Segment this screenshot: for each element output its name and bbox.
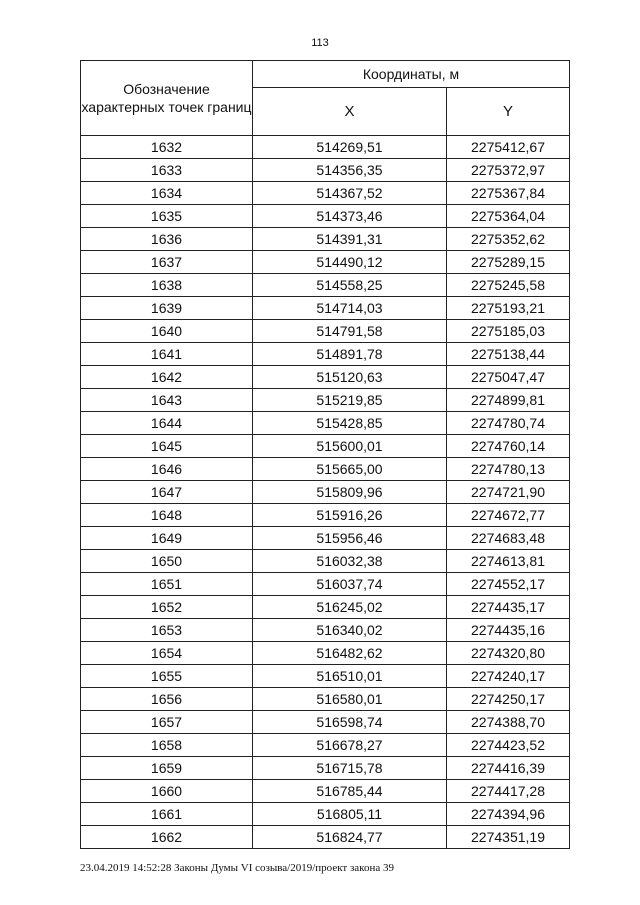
table-row	[81, 504, 570, 527]
table-row	[81, 803, 570, 826]
table-row	[81, 274, 570, 297]
point-number-cell: 1658	[81, 734, 253, 757]
x-coordinate-cell: 514558,25	[253, 274, 447, 297]
x-coordinate-cell: 515916,26	[253, 504, 447, 527]
y-coordinate-cell: 2275367,84	[447, 182, 570, 205]
x-coordinate-cell: 516245,02	[253, 596, 447, 619]
table-row	[81, 251, 570, 274]
y-coordinate-cell: 2275047,47	[447, 366, 570, 389]
x-coordinate-cell: 516580,01	[253, 688, 447, 711]
x-coordinate-cell: 514356,35	[253, 159, 447, 182]
y-coordinate-cell: 2274435,17	[447, 596, 570, 619]
table-row	[81, 826, 570, 849]
table-row	[81, 297, 570, 320]
table-row	[81, 435, 570, 458]
point-number-cell: 1659	[81, 757, 253, 780]
table-row	[81, 734, 570, 757]
point-number-cell: 1662	[81, 826, 253, 849]
coordinates-table	[80, 60, 570, 849]
point-number-cell: 1655	[81, 665, 253, 688]
y-coordinate-cell: 2275138,44	[447, 343, 570, 366]
x-coordinate-cell: 515600,01	[253, 435, 447, 458]
x-coordinate-cell: 516785,44	[253, 780, 447, 803]
x-coordinate-cell: 514269,51	[253, 136, 447, 159]
table-row	[81, 573, 570, 596]
table-row	[81, 481, 570, 504]
table-row	[81, 458, 570, 481]
x-coordinate-cell: 514791,58	[253, 320, 447, 343]
point-number-cell: 1646	[81, 458, 253, 481]
point-number-cell: 1640	[81, 320, 253, 343]
y-coordinate-cell: 2274435,16	[447, 619, 570, 642]
point-number-cell: 1643	[81, 389, 253, 412]
y-coordinate-cell: 2274250,17	[447, 688, 570, 711]
table-row	[81, 642, 570, 665]
y-coordinate-cell: 2274423,52	[447, 734, 570, 757]
y-coordinate-cell: 2275245,58	[447, 274, 570, 297]
table-row	[81, 366, 570, 389]
point-number-cell: 1647	[81, 481, 253, 504]
y-coordinate-cell: 2274613,81	[447, 550, 570, 573]
x-coordinate-cell: 516340,02	[253, 619, 447, 642]
x-coordinate-cell: 515809,96	[253, 481, 447, 504]
table-row	[81, 550, 570, 573]
y-coordinate-cell: 2275372,97	[447, 159, 570, 182]
point-number-cell: 1648	[81, 504, 253, 527]
x-coordinate-cell: 514490,12	[253, 251, 447, 274]
point-number-cell: 1645	[81, 435, 253, 458]
y-coordinate-cell: 2274721,90	[447, 481, 570, 504]
y-coordinate-cell: 2275185,03	[447, 320, 570, 343]
table-row	[81, 780, 570, 803]
y-coordinate-cell: 2274683,48	[447, 527, 570, 550]
footer-stamp: 23.04.2019 14:52:28 Законы Думы VI созыва/2019/проект закона 39	[80, 862, 394, 874]
y-coordinate-cell: 2274416,39	[447, 757, 570, 780]
table-row	[81, 159, 570, 182]
x-coordinate-cell: 515120,63	[253, 366, 447, 389]
y-coordinate-cell: 2275412,67	[447, 136, 570, 159]
header-x: X	[253, 88, 447, 136]
y-coordinate-cell: 2274417,28	[447, 780, 570, 803]
header-point-designation: Обозначение характерных точек границ	[81, 61, 253, 136]
table-row	[81, 757, 570, 780]
table-row	[81, 136, 570, 159]
point-number-cell: 1632	[81, 136, 253, 159]
x-coordinate-cell: 515219,85	[253, 389, 447, 412]
point-number-cell: 1653	[81, 619, 253, 642]
y-coordinate-cell: 2274320,80	[447, 642, 570, 665]
point-number-cell: 1641	[81, 343, 253, 366]
point-number-cell: 1634	[81, 182, 253, 205]
table-row	[81, 320, 570, 343]
x-coordinate-cell: 514714,03	[253, 297, 447, 320]
point-number-cell: 1661	[81, 803, 253, 826]
y-coordinate-cell: 2275193,21	[447, 297, 570, 320]
point-number-cell: 1652	[81, 596, 253, 619]
y-coordinate-cell: 2274552,17	[447, 573, 570, 596]
table-row	[81, 343, 570, 366]
point-number-cell: 1638	[81, 274, 253, 297]
y-coordinate-cell: 2275352,62	[447, 228, 570, 251]
point-number-cell: 1656	[81, 688, 253, 711]
x-coordinate-cell: 514373,46	[253, 205, 447, 228]
table-row	[81, 711, 570, 734]
point-number-cell: 1642	[81, 366, 253, 389]
y-coordinate-cell: 2274394,96	[447, 803, 570, 826]
table-row	[81, 527, 570, 550]
point-number-cell: 1636	[81, 228, 253, 251]
point-number-cell: 1644	[81, 412, 253, 435]
x-coordinate-cell: 514891,78	[253, 343, 447, 366]
table-row	[81, 596, 570, 619]
x-coordinate-cell: 516805,11	[253, 803, 447, 826]
y-coordinate-cell: 2275364,04	[447, 205, 570, 228]
point-number-cell: 1650	[81, 550, 253, 573]
point-number-cell: 1654	[81, 642, 253, 665]
y-coordinate-cell: 2274351,19	[447, 826, 570, 849]
x-coordinate-cell: 516037,74	[253, 573, 447, 596]
x-coordinate-cell: 516510,01	[253, 665, 447, 688]
x-coordinate-cell: 514367,52	[253, 182, 447, 205]
y-coordinate-cell: 2274760,14	[447, 435, 570, 458]
x-coordinate-cell: 516032,38	[253, 550, 447, 573]
y-coordinate-cell: 2274780,74	[447, 412, 570, 435]
point-number-cell: 1639	[81, 297, 253, 320]
y-coordinate-cell: 2274240,17	[447, 665, 570, 688]
table-row	[81, 688, 570, 711]
x-coordinate-cell: 515665,00	[253, 458, 447, 481]
point-number-cell: 1635	[81, 205, 253, 228]
y-coordinate-cell: 2275289,15	[447, 251, 570, 274]
point-number-cell: 1657	[81, 711, 253, 734]
page-number: 113	[311, 37, 329, 49]
header-coordinates: Координаты, м	[253, 61, 570, 88]
table-row	[81, 412, 570, 435]
header-y: Y	[447, 88, 570, 136]
x-coordinate-cell: 516715,78	[253, 757, 447, 780]
x-coordinate-cell: 516678,27	[253, 734, 447, 757]
table-row	[81, 665, 570, 688]
point-number-cell: 1637	[81, 251, 253, 274]
table-row	[81, 205, 570, 228]
y-coordinate-cell: 2274388,70	[447, 711, 570, 734]
x-coordinate-cell: 516598,74	[253, 711, 447, 734]
table-row	[81, 389, 570, 412]
y-coordinate-cell: 2274672,77	[447, 504, 570, 527]
point-number-cell: 1649	[81, 527, 253, 550]
x-coordinate-cell: 515428,85	[253, 412, 447, 435]
x-coordinate-cell: 516824,77	[253, 826, 447, 849]
x-coordinate-cell: 516482,62	[253, 642, 447, 665]
y-coordinate-cell: 2274899,81	[447, 389, 570, 412]
x-coordinate-cell: 515956,46	[253, 527, 447, 550]
table-row	[81, 228, 570, 251]
point-number-cell: 1660	[81, 780, 253, 803]
table-row	[81, 619, 570, 642]
point-number-cell: 1651	[81, 573, 253, 596]
point-number-cell: 1633	[81, 159, 253, 182]
table-row	[81, 182, 570, 205]
x-coordinate-cell: 514391,31	[253, 228, 447, 251]
y-coordinate-cell: 2274780,13	[447, 458, 570, 481]
